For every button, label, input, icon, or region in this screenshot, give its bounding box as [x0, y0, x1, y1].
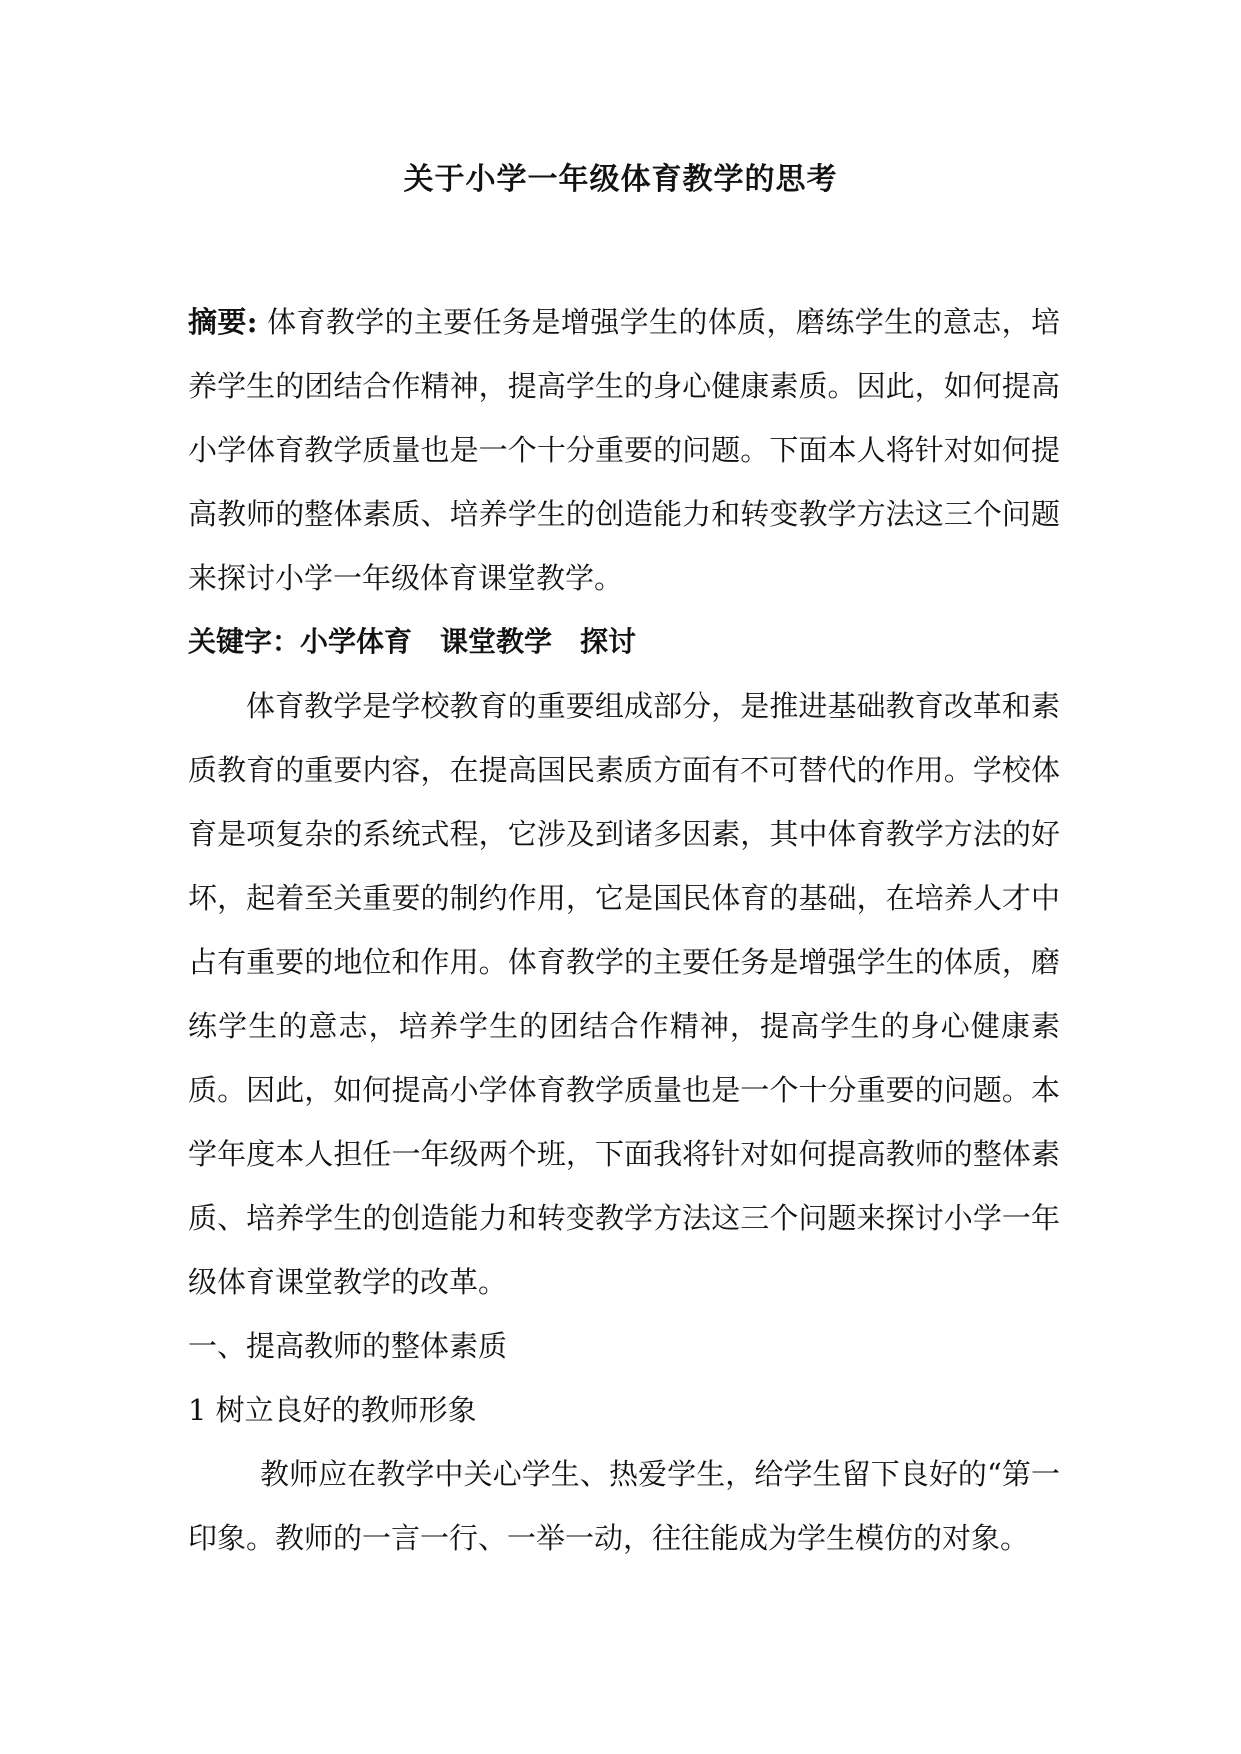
subsection-heading: 1 树立良好的教师形象 — [188, 1393, 477, 1427]
keywords-line — [188, 610, 1060, 674]
keyword-item: 探讨 — [580, 625, 637, 658]
abstract-label: 摘要: — [188, 305, 258, 339]
keywords-label: 关键字： — [188, 625, 301, 658]
section-heading: 一、提高教师的整体素质 — [188, 1329, 508, 1363]
keyword-item: 课堂教学 — [440, 625, 553, 658]
intro-paragraph: 体育教学是学校教育的重要组成部分，是推进基础教育改革和素质教育的重要内容，在提高国民素质方面有不可替代的作用。学校体育是项复杂的系统式程，它涉及到诸多因素，其中体育教学方法的好坏，起着至关重要的制约作用，它是国民体育的基础，在培养人才中占有重要的地位和作用。体育教学的主要任务是增强学生的体质，磨练学生的意志，培养学生的团结合作精神，提高学生的身心健康素质。因此，如何提高小学体育教学质量也是一个十分重要的问题。本学年度本人担任一年级两个班，下面我将针对如何提高教师的整体素质、培养学生的创造能力和转变教学方法这三个问题来探讨小学一年级体育课堂教学的改革。 — [188, 689, 1060, 1299]
abstract-text: 体育教学的主要任务是增强学生的体质，磨练学生的意志，培养学生的团结合作精神，提高学生的身心健康素质。因此，如何提高小学体育教学质量也是一个十分重要的问题。下面本人将针对如何提高教师的整体素质、培养学生的创造能力和转变教学方法这三个问题来探讨小学一年级体育课堂教学。 — [188, 305, 1060, 595]
subsection-paragraph: 教师应在教学中关心学生、热爱学生，给学生留下良好的“第一印象。教师的一言一行、一举一动，往往能成为学生模仿的对象。 — [188, 1457, 1060, 1555]
document-body — [188, 290, 1060, 1570]
keyword-item: 小学体育 — [300, 625, 413, 658]
document-title: 关于小学一年级体育教学的思考 — [403, 162, 838, 197]
abstract-paragraph — [188, 290, 1060, 610]
